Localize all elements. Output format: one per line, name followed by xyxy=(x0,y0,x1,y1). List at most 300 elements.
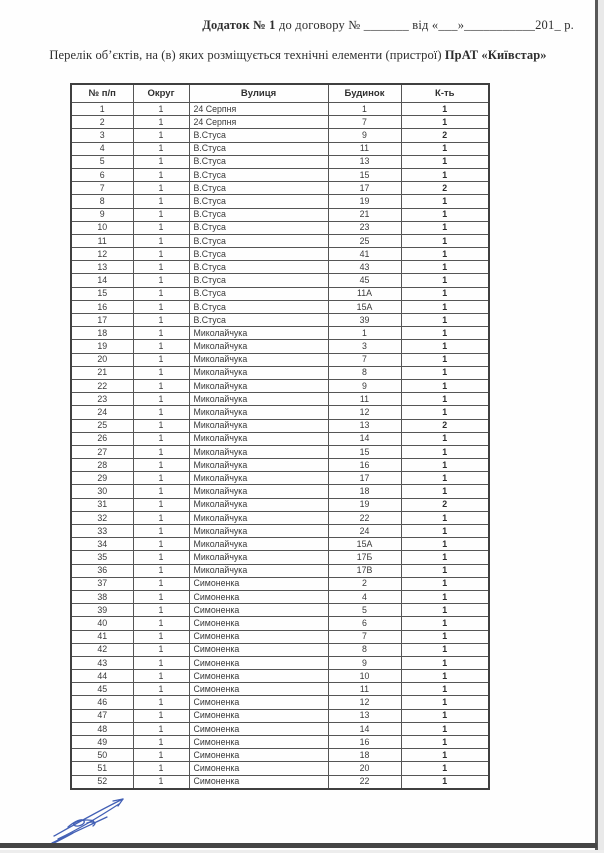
cell-number: 11 xyxy=(71,234,133,247)
cell-number: 15 xyxy=(71,287,133,300)
table-row xyxy=(71,314,489,327)
cell-count: 1 xyxy=(401,683,489,696)
cell-number: 12 xyxy=(71,248,133,261)
cell-count: 1 xyxy=(401,670,489,683)
cell-district: 1 xyxy=(133,749,189,762)
cell-building: 5 xyxy=(328,604,401,617)
cell-count: 1 xyxy=(401,445,489,458)
table-row xyxy=(71,696,489,709)
cell-count: 1 xyxy=(401,459,489,472)
column-header-street: Вулиця xyxy=(189,84,328,103)
cell-district: 1 xyxy=(133,525,189,538)
table-row xyxy=(71,366,489,379)
cell-district: 1 xyxy=(133,340,189,353)
cell-number: 45 xyxy=(71,683,133,696)
cell-street: Симоненка xyxy=(189,617,328,630)
cell-street: Миколайчука xyxy=(189,485,328,498)
cell-street: Миколайчука xyxy=(189,353,328,366)
cell-street: В.Стуса xyxy=(189,221,328,234)
cell-district: 1 xyxy=(133,221,189,234)
cell-district: 1 xyxy=(133,393,189,406)
cell-count: 1 xyxy=(401,142,489,155)
cell-number: 52 xyxy=(71,775,133,789)
table-row xyxy=(71,393,489,406)
cell-district: 1 xyxy=(133,590,189,603)
cell-building: 19 xyxy=(328,498,401,511)
cell-building: 13 xyxy=(328,155,401,168)
cell-street: Миколайчука xyxy=(189,393,328,406)
cell-building: 15 xyxy=(328,445,401,458)
cell-number: 14 xyxy=(71,274,133,287)
cell-building: 22 xyxy=(328,775,401,789)
column-header-number: № п/п xyxy=(71,84,133,103)
cell-number: 30 xyxy=(71,485,133,498)
cell-district: 1 xyxy=(133,234,189,247)
cell-street: Симоненка xyxy=(189,670,328,683)
cell-count: 1 xyxy=(401,749,489,762)
cell-count: 1 xyxy=(401,261,489,274)
cell-district: 1 xyxy=(133,564,189,577)
cell-street: 24 Серпня xyxy=(189,116,328,129)
cell-street: 24 Серпня xyxy=(189,103,328,116)
cell-number: 27 xyxy=(71,445,133,458)
table-row xyxy=(71,116,489,129)
table-row xyxy=(71,182,489,195)
table-row xyxy=(71,168,489,181)
cell-district: 1 xyxy=(133,261,189,274)
table-row xyxy=(71,617,489,630)
cell-street: В.Стуса xyxy=(189,168,328,181)
cell-count: 1 xyxy=(401,234,489,247)
table-row xyxy=(71,353,489,366)
objects-table xyxy=(70,83,490,790)
cell-street: В.Стуса xyxy=(189,129,328,142)
cell-building: 39 xyxy=(328,314,401,327)
table-row xyxy=(71,551,489,564)
table-row xyxy=(71,709,489,722)
cell-district: 1 xyxy=(133,696,189,709)
table-row xyxy=(71,195,489,208)
cell-district: 1 xyxy=(133,551,189,564)
cell-district: 1 xyxy=(133,182,189,195)
cell-number: 28 xyxy=(71,459,133,472)
cell-number: 16 xyxy=(71,300,133,313)
cell-count: 1 xyxy=(401,630,489,643)
cell-street: Симоненка xyxy=(189,604,328,617)
cell-number: 23 xyxy=(71,393,133,406)
cell-count: 1 xyxy=(401,564,489,577)
cell-count: 1 xyxy=(401,485,489,498)
cell-street: Миколайчука xyxy=(189,538,328,551)
signature-scribble xyxy=(46,794,138,848)
cell-number: 4 xyxy=(71,142,133,155)
cell-building: 45 xyxy=(328,274,401,287)
cell-count: 1 xyxy=(401,327,489,340)
cell-district: 1 xyxy=(133,445,189,458)
table-row xyxy=(71,511,489,524)
cell-number: 43 xyxy=(71,656,133,669)
table-row xyxy=(71,590,489,603)
cell-building: 19 xyxy=(328,195,401,208)
cell-number: 17 xyxy=(71,314,133,327)
cell-building: 7 xyxy=(328,630,401,643)
cell-building: 16 xyxy=(328,459,401,472)
table-row xyxy=(71,432,489,445)
appendix-title xyxy=(0,18,574,33)
cell-district: 1 xyxy=(133,459,189,472)
cell-building: 21 xyxy=(328,208,401,221)
cell-number: 31 xyxy=(71,498,133,511)
cell-district: 1 xyxy=(133,353,189,366)
cell-building: 7 xyxy=(328,116,401,129)
cell-count: 1 xyxy=(401,379,489,392)
cell-count: 1 xyxy=(401,696,489,709)
table-row xyxy=(71,445,489,458)
cell-count: 1 xyxy=(401,511,489,524)
cell-building: 16 xyxy=(328,736,401,749)
cell-number: 3 xyxy=(71,129,133,142)
table-row xyxy=(71,221,489,234)
cell-number: 18 xyxy=(71,327,133,340)
cell-street: Симоненка xyxy=(189,630,328,643)
cell-building: 15 xyxy=(328,168,401,181)
cell-count: 1 xyxy=(401,353,489,366)
cell-building: 14 xyxy=(328,722,401,735)
cell-number: 34 xyxy=(71,538,133,551)
cell-count: 1 xyxy=(401,287,489,300)
cell-building: 41 xyxy=(328,248,401,261)
cell-count: 1 xyxy=(401,116,489,129)
cell-street: Симоненка xyxy=(189,736,328,749)
column-header-building: Будинок xyxy=(328,84,401,103)
cell-district: 1 xyxy=(133,116,189,129)
table-row xyxy=(71,129,489,142)
cell-count: 1 xyxy=(401,472,489,485)
cell-building: 18 xyxy=(328,749,401,762)
cell-district: 1 xyxy=(133,511,189,524)
table-row xyxy=(71,577,489,590)
cell-number: 44 xyxy=(71,670,133,683)
cell-district: 1 xyxy=(133,142,189,155)
cell-street: В.Стуса xyxy=(189,195,328,208)
subtitle-company-name: ПрАТ «Київстар» xyxy=(444,48,547,62)
cell-district: 1 xyxy=(133,538,189,551)
cell-building: 17Б xyxy=(328,551,401,564)
cell-street: Миколайчука xyxy=(189,419,328,432)
cell-district: 1 xyxy=(133,103,189,116)
cell-district: 1 xyxy=(133,656,189,669)
cell-count: 1 xyxy=(401,314,489,327)
cell-building: 18 xyxy=(328,485,401,498)
cell-count: 1 xyxy=(401,248,489,261)
appendix-title-bold: Додаток № 1 xyxy=(202,18,276,32)
cell-district: 1 xyxy=(133,643,189,656)
cell-count: 1 xyxy=(401,366,489,379)
cell-count: 1 xyxy=(401,432,489,445)
table-row xyxy=(71,564,489,577)
table-row xyxy=(71,656,489,669)
table-row xyxy=(71,525,489,538)
cell-number: 49 xyxy=(71,736,133,749)
cell-district: 1 xyxy=(133,287,189,300)
cell-street: Симоненка xyxy=(189,656,328,669)
table-row xyxy=(71,248,489,261)
cell-number: 37 xyxy=(71,577,133,590)
cell-street: В.Стуса xyxy=(189,314,328,327)
cell-number: 2 xyxy=(71,116,133,129)
cell-number: 22 xyxy=(71,379,133,392)
cell-district: 1 xyxy=(133,762,189,775)
cell-count: 1 xyxy=(401,393,489,406)
cell-district: 1 xyxy=(133,300,189,313)
cell-number: 36 xyxy=(71,564,133,577)
column-header-count: К-ть xyxy=(401,84,489,103)
cell-district: 1 xyxy=(133,472,189,485)
cell-building: 22 xyxy=(328,511,401,524)
cell-building: 24 xyxy=(328,525,401,538)
table-row xyxy=(71,274,489,287)
cell-street: В.Стуса xyxy=(189,300,328,313)
table-row xyxy=(71,419,489,432)
cell-count: 1 xyxy=(401,604,489,617)
cell-number: 29 xyxy=(71,472,133,485)
cell-district: 1 xyxy=(133,274,189,287)
cell-building: 13 xyxy=(328,419,401,432)
cell-number: 38 xyxy=(71,590,133,603)
subtitle-text: Перелік об’єктів, на (в) яких розміщується технічні елементи (пристрої) xyxy=(49,48,445,62)
cell-district: 1 xyxy=(133,366,189,379)
cell-count: 2 xyxy=(401,498,489,511)
cell-number: 39 xyxy=(71,604,133,617)
cell-building: 11 xyxy=(328,683,401,696)
cell-building: 9 xyxy=(328,656,401,669)
cell-number: 24 xyxy=(71,406,133,419)
cell-number: 32 xyxy=(71,511,133,524)
cell-number: 13 xyxy=(71,261,133,274)
cell-count: 1 xyxy=(401,775,489,789)
cell-number: 19 xyxy=(71,340,133,353)
cell-district: 1 xyxy=(133,419,189,432)
cell-building: 20 xyxy=(328,762,401,775)
cell-district: 1 xyxy=(133,775,189,789)
cell-number: 26 xyxy=(71,432,133,445)
table-row xyxy=(71,155,489,168)
cell-building: 11А xyxy=(328,287,401,300)
cell-district: 1 xyxy=(133,379,189,392)
cell-street: В.Стуса xyxy=(189,142,328,155)
cell-building: 11 xyxy=(328,393,401,406)
cell-count: 1 xyxy=(401,274,489,287)
cell-street: Миколайчука xyxy=(189,406,328,419)
cell-count: 1 xyxy=(401,656,489,669)
cell-district: 1 xyxy=(133,208,189,221)
cell-building: 15А xyxy=(328,538,401,551)
appendix-title-rest: до договору № _______ від «___»___________201_ р. xyxy=(275,18,574,32)
cell-building: 6 xyxy=(328,617,401,630)
cell-building: 3 xyxy=(328,340,401,353)
table-row xyxy=(71,287,489,300)
cell-count: 1 xyxy=(401,525,489,538)
cell-street: Миколайчука xyxy=(189,459,328,472)
cell-count: 1 xyxy=(401,300,489,313)
cell-number: 5 xyxy=(71,155,133,168)
table-row xyxy=(71,749,489,762)
table-row xyxy=(71,762,489,775)
cell-number: 47 xyxy=(71,709,133,722)
cell-count: 1 xyxy=(401,736,489,749)
cell-count: 2 xyxy=(401,129,489,142)
scan-edge-right xyxy=(595,0,598,853)
cell-street: Миколайчука xyxy=(189,551,328,564)
cell-building: 1 xyxy=(328,103,401,116)
table-row xyxy=(71,208,489,221)
cell-street: В.Стуса xyxy=(189,234,328,247)
cell-building: 2 xyxy=(328,577,401,590)
cell-count: 1 xyxy=(401,208,489,221)
cell-district: 1 xyxy=(133,709,189,722)
cell-building: 12 xyxy=(328,406,401,419)
cell-building: 17 xyxy=(328,182,401,195)
cell-street: Симоненка xyxy=(189,683,328,696)
table-header-row xyxy=(71,84,489,103)
cell-building: 17 xyxy=(328,472,401,485)
cell-street: В.Стуса xyxy=(189,287,328,300)
cell-building: 14 xyxy=(328,432,401,445)
cell-district: 1 xyxy=(133,195,189,208)
cell-district: 1 xyxy=(133,683,189,696)
cell-number: 51 xyxy=(71,762,133,775)
cell-count: 1 xyxy=(401,590,489,603)
cell-number: 20 xyxy=(71,353,133,366)
cell-district: 1 xyxy=(133,168,189,181)
cell-building: 1 xyxy=(328,327,401,340)
cell-street: Миколайчука xyxy=(189,366,328,379)
cell-district: 1 xyxy=(133,485,189,498)
cell-building: 12 xyxy=(328,696,401,709)
cell-count: 1 xyxy=(401,722,489,735)
table-row xyxy=(71,604,489,617)
cell-number: 8 xyxy=(71,195,133,208)
cell-district: 1 xyxy=(133,248,189,261)
cell-building: 23 xyxy=(328,221,401,234)
cell-number: 9 xyxy=(71,208,133,221)
cell-building: 7 xyxy=(328,353,401,366)
cell-district: 1 xyxy=(133,314,189,327)
cell-district: 1 xyxy=(133,670,189,683)
cell-count: 1 xyxy=(401,551,489,564)
cell-building: 11 xyxy=(328,142,401,155)
cell-street: Миколайчука xyxy=(189,511,328,524)
cell-count: 1 xyxy=(401,195,489,208)
cell-building: 4 xyxy=(328,590,401,603)
cell-number: 50 xyxy=(71,749,133,762)
cell-street: В.Стуса xyxy=(189,155,328,168)
cell-street: Миколайчука xyxy=(189,564,328,577)
cell-count: 1 xyxy=(401,221,489,234)
cell-building: 9 xyxy=(328,129,401,142)
cell-number: 33 xyxy=(71,525,133,538)
cell-number: 41 xyxy=(71,630,133,643)
cell-number: 46 xyxy=(71,696,133,709)
cell-building: 43 xyxy=(328,261,401,274)
cell-street: Миколайчука xyxy=(189,327,328,340)
cell-district: 1 xyxy=(133,406,189,419)
table-row xyxy=(71,406,489,419)
table-row xyxy=(71,736,489,749)
cell-street: Симоненка xyxy=(189,709,328,722)
cell-count: 1 xyxy=(401,340,489,353)
table-row xyxy=(71,379,489,392)
cell-building: 8 xyxy=(328,366,401,379)
cell-street: Симоненка xyxy=(189,762,328,775)
cell-district: 1 xyxy=(133,155,189,168)
cell-street: Миколайчука xyxy=(189,445,328,458)
cell-building: 10 xyxy=(328,670,401,683)
cell-number: 1 xyxy=(71,103,133,116)
cell-street: Симоненка xyxy=(189,696,328,709)
cell-street: Симоненка xyxy=(189,749,328,762)
table-row xyxy=(71,498,489,511)
cell-count: 1 xyxy=(401,406,489,419)
cell-district: 1 xyxy=(133,129,189,142)
scan-edge-bottom xyxy=(0,843,597,848)
cell-district: 1 xyxy=(133,577,189,590)
cell-number: 35 xyxy=(71,551,133,564)
cell-building: 25 xyxy=(328,234,401,247)
cell-district: 1 xyxy=(133,604,189,617)
table-row xyxy=(71,485,489,498)
cell-street: Симоненка xyxy=(189,775,328,789)
table-row xyxy=(71,142,489,155)
cell-count: 1 xyxy=(401,577,489,590)
table-row xyxy=(71,630,489,643)
cell-count: 2 xyxy=(401,182,489,195)
cell-street: Симоненка xyxy=(189,590,328,603)
cell-street: Миколайчука xyxy=(189,525,328,538)
cell-street: Миколайчука xyxy=(189,498,328,511)
table-row xyxy=(71,472,489,485)
cell-count: 2 xyxy=(401,419,489,432)
cell-district: 1 xyxy=(133,736,189,749)
table-row xyxy=(71,722,489,735)
cell-count: 1 xyxy=(401,168,489,181)
table-row xyxy=(71,459,489,472)
cell-count: 1 xyxy=(401,155,489,168)
cell-count: 1 xyxy=(401,617,489,630)
document-subtitle xyxy=(0,48,596,63)
table-row xyxy=(71,670,489,683)
cell-count: 1 xyxy=(401,643,489,656)
cell-number: 40 xyxy=(71,617,133,630)
table-body xyxy=(71,103,489,789)
cell-building: 13 xyxy=(328,709,401,722)
table-row xyxy=(71,775,489,789)
cell-number: 7 xyxy=(71,182,133,195)
cell-building: 9 xyxy=(328,379,401,392)
cell-street: Симоненка xyxy=(189,577,328,590)
cell-number: 25 xyxy=(71,419,133,432)
cell-street: Миколайчука xyxy=(189,472,328,485)
cell-building: 8 xyxy=(328,643,401,656)
cell-street: В.Стуса xyxy=(189,248,328,261)
cell-count: 1 xyxy=(401,762,489,775)
cell-district: 1 xyxy=(133,432,189,445)
table-row xyxy=(71,261,489,274)
cell-number: 21 xyxy=(71,366,133,379)
table-row xyxy=(71,683,489,696)
table-row xyxy=(71,300,489,313)
cell-street: Миколайчука xyxy=(189,379,328,392)
